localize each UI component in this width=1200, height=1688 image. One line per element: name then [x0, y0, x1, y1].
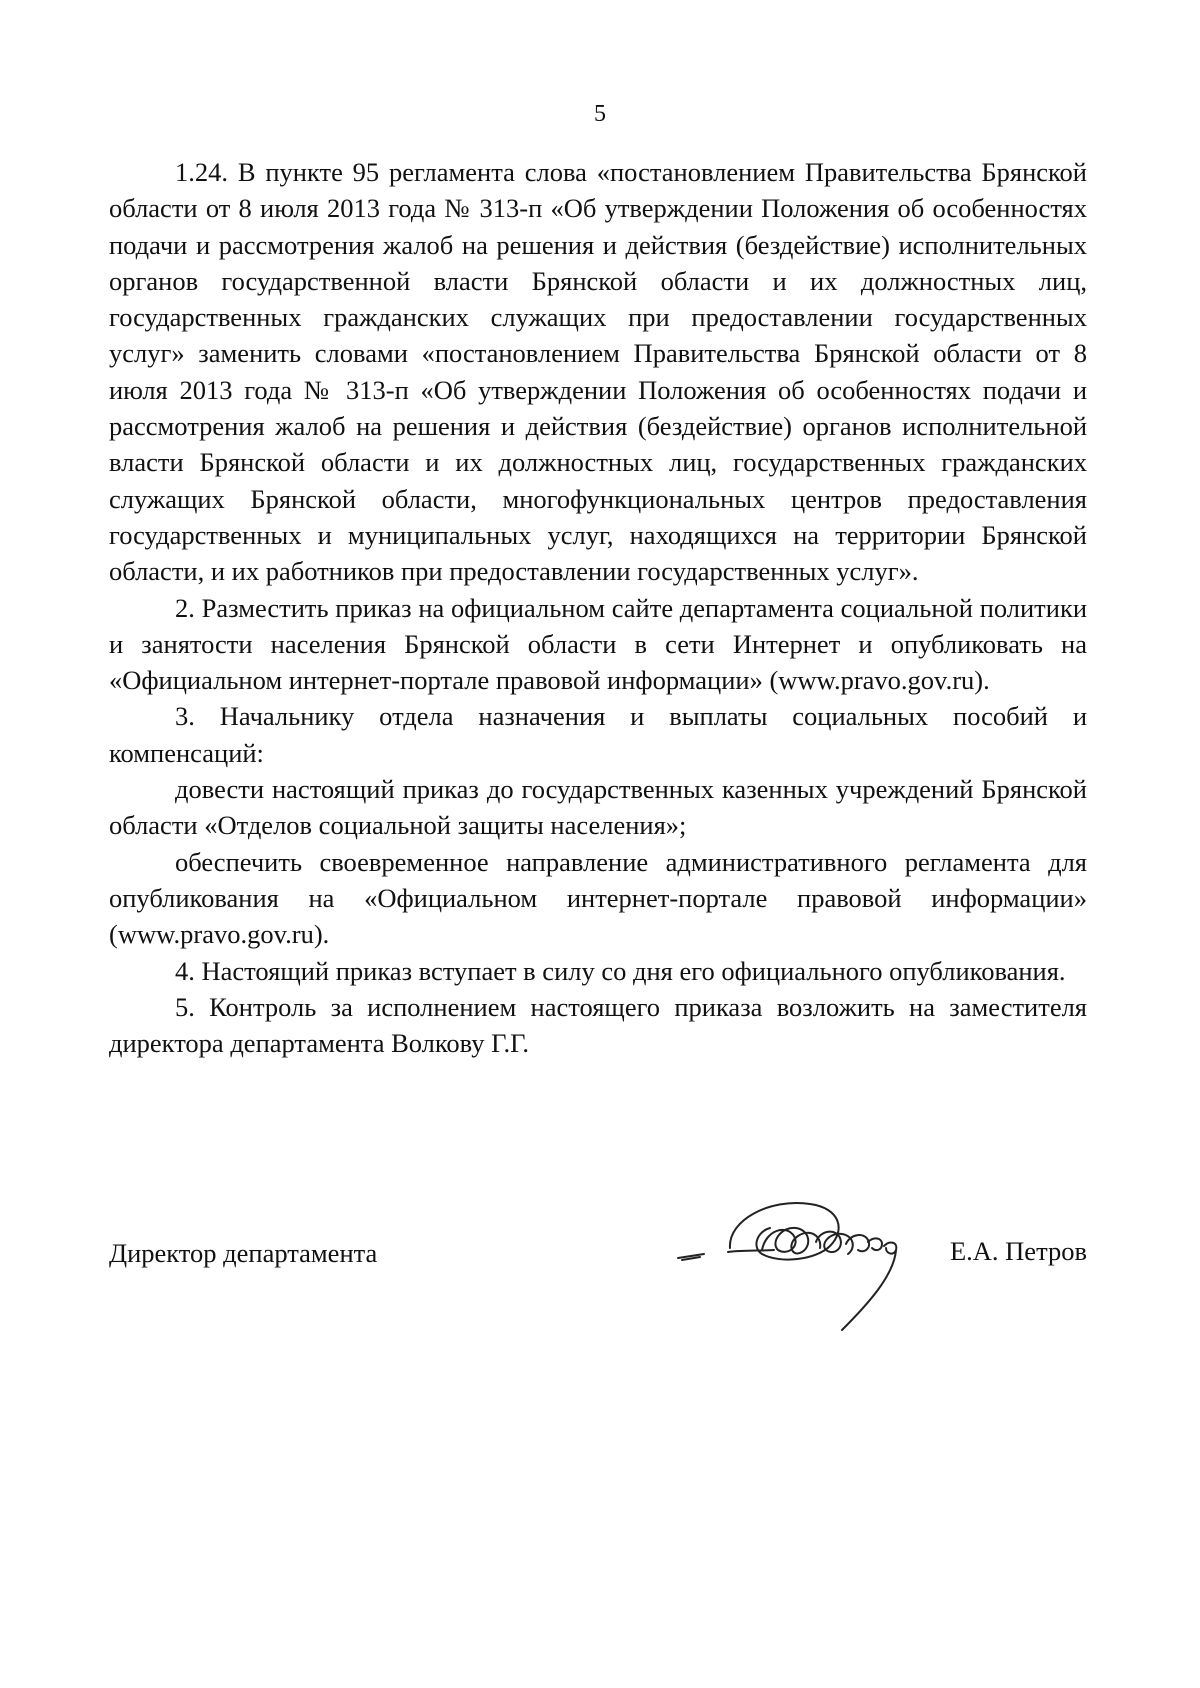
paragraph-3-item-2: обеспечить своевременное направление административного регламента для опубликования на «Официальном интернет-портале правовой информации» (www.pravo.gov.ru).: [109, 846, 1087, 950]
signatory-name: Е.А. Петров: [949, 1236, 1087, 1266]
paragraph-1-24: 1.24. В пункте 95 регламента слова «постановлением Правительства Брянской области от 8 июля 2013 года № 313-п «Об утверждении Положения об особенностях подачи и рассмотрения жалоб на решения и действия (бездействие) исполнительных органов государственной власти Брянской области и их должностных лиц, государственных гражданских служащих при предоставлении государственных услуг» заменить словами «постановлением Правительства Брянской области от 8 июля 2013 года № 313-п «Об утверждении Положения об особенностях подачи и рассмотрения жалоб на решения и действия (бездействие) органов исполнительной власти Брянской области и их должностных лиц, государственных гражданских служащих Брянской области, многофункциональных центров предоставления государственных и муниципальных услуг, находящихся на территории Брянской области, и их работников при предоставлении государственных услуг».: [109, 157, 1087, 587]
page-number: 5: [594, 101, 606, 127]
handwritten-signature: [670, 1180, 940, 1340]
signature-block: [109, 1235, 1087, 1275]
paragraph-3: 3. Начальнику отдела назначения и выплаты социальных пособий и компенсаций:: [109, 701, 1087, 768]
paragraph-2: 2. Разместить приказ на официальном сайте департамента социальной политики и занятости населения Брянской области в сети Интернет и опубликовать на «Официальном интернет-портале правовой информации» (www.pravo.gov.ru).: [109, 592, 1087, 696]
signatory-position: Директор департамента: [109, 1238, 378, 1268]
paragraph-3-item-1: довести настоящий приказ до государственных казенных учреждений Брянской области «Отделов социальной защиты населения»;: [109, 774, 1087, 841]
document-body: [109, 154, 1087, 1061]
paragraph-4: 4. Настоящий приказ вступает в силу со дня его официального опубликования.: [175, 955, 1066, 986]
paragraph-5: 5. Контроль за исполнением настоящего приказа возложить на заместителя директора департамента Волкову Г.Г.: [109, 991, 1087, 1059]
